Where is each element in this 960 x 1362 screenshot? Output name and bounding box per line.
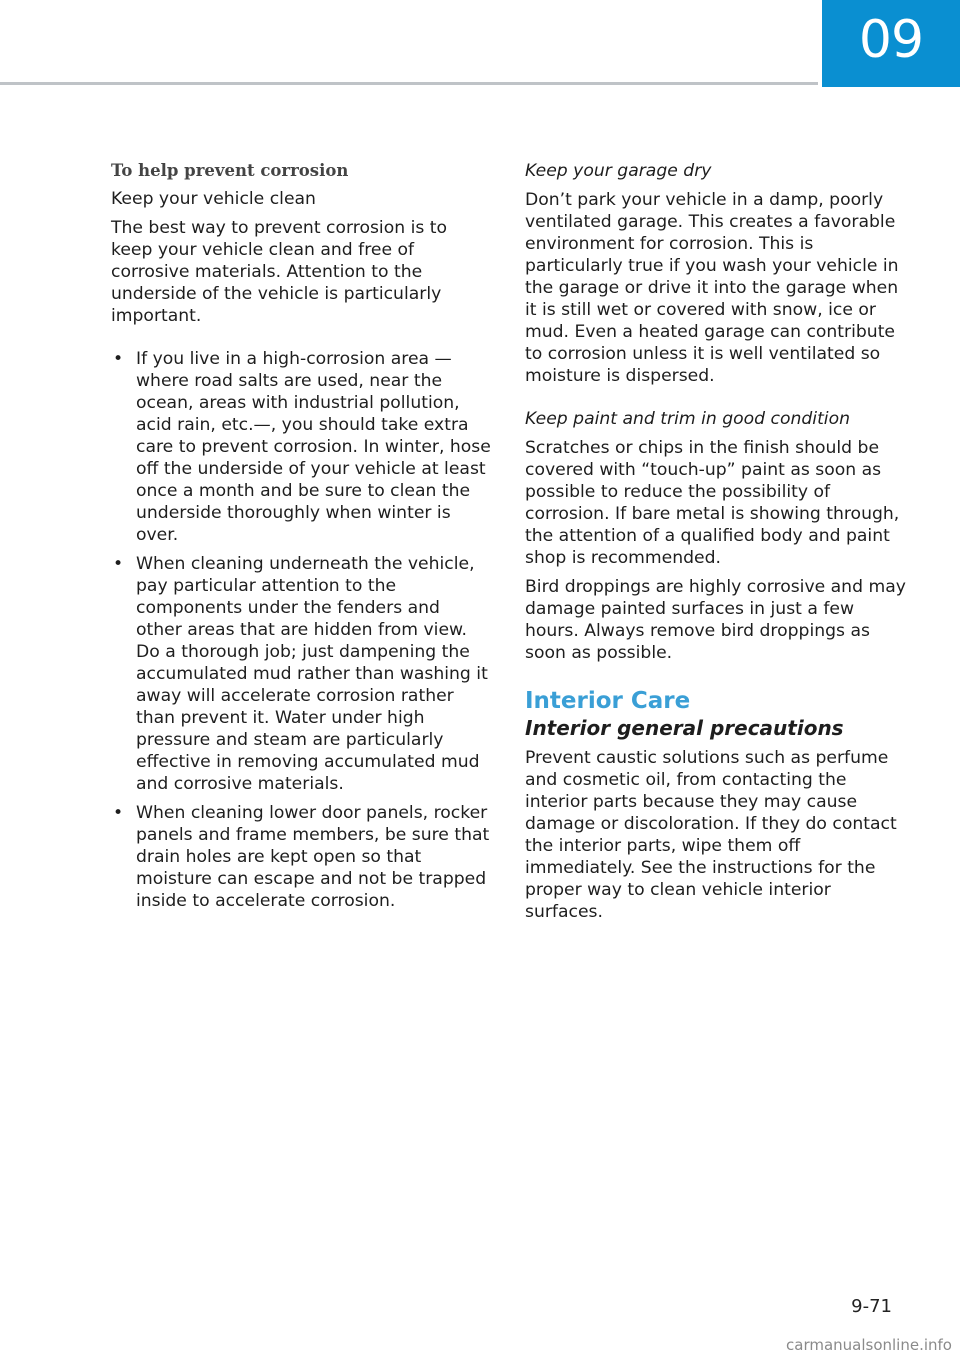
watermark: carmanualsonline.info <box>786 1336 952 1354</box>
paint-heading: Keep paint and trim in good condition <box>525 409 850 429</box>
bullet-text: When cleaning underneath the vehicle, pay particular attention to the components under the fenders and other areas that are hidden from view. Do a thorough job; just dampening the accumulated mud rather than washing it away will accelerate corrosion rather than prevent it. Water under high pressure and steam are particularly effective in removing accumulated mud and corrosive materials. <box>136 554 488 794</box>
bird-droppings-paragraph: Bird droppings are highly corrosive and may damage painted surfaces in just a few hours. Always remove bird droppings as soon as possible. <box>525 577 906 663</box>
clean-subheading: Keep your vehicle clean <box>111 189 316 209</box>
chapter-tab <box>822 0 960 87</box>
bullet-text: When cleaning lower door panels, rocker panels and frame members, be sure that drain holes are kept open so that moisture can escape and not be trapped inside to accelerate corrosion. <box>136 803 490 911</box>
list-item <box>111 802 491 912</box>
corrosion-tips-list <box>111 348 491 912</box>
list-item <box>111 348 491 546</box>
list-item <box>111 553 491 795</box>
left-column <box>111 160 491 919</box>
garage-heading: Keep your garage dry <box>525 161 712 181</box>
section-title: Interior Care <box>525 688 691 714</box>
header-rule <box>0 82 818 85</box>
page-number: 9-71 <box>851 1296 892 1317</box>
chapter-number: 09 <box>858 9 924 70</box>
bullet-text: If you live in a high-corrosion area — where road salts are used, near the ocean, areas with industrial pollution, acid rain, etc.—, you should take extra care to prevent corrosion. In winter, hose off the underside of your vehicle at least once a month and be sure to clean the underside thoroughly when winter is over. <box>136 349 491 545</box>
section-subtitle: Interior general precautions <box>525 716 844 740</box>
right-column <box>525 160 907 930</box>
corrosion-heading: To help prevent corrosion <box>111 161 349 180</box>
intro-paragraph: The best way to prevent corrosion is to keep your vehicle clean and free of corrosive materials. Attention to the underside of the vehicle is particularly important. <box>111 218 448 326</box>
bullet-icon: • <box>113 349 124 369</box>
bullet-icon: • <box>113 803 124 823</box>
interior-paragraph: Prevent caustic solutions such as perfume and cosmetic oil, from contacting the interior parts because they may cause damage or discoloration. If they do contact the interior parts, wipe them off immediately. See the instructions for the proper way to clean vehicle interior surfaces. <box>525 748 897 922</box>
bullet-icon: • <box>113 554 124 574</box>
garage-paragraph: Don’t park your vehicle in a damp, poorly ventilated garage. This creates a favorable environment for corrosion. This is particularly true if you wash your vehicle in the garage or drive it into the garage when it is still wet or covered with snow, ice or mud. Even a heated garage can contribute to corrosion unless it is well ventilated so moisture is dispersed. <box>525 190 899 386</box>
paint-paragraph: Scratches or chips in the finish should be covered with “touch-up” paint as soon as possible to reduce the possibility of corrosion. If bare metal is showing through, the attention of a qualified body and paint shop is recommended. <box>525 438 900 568</box>
